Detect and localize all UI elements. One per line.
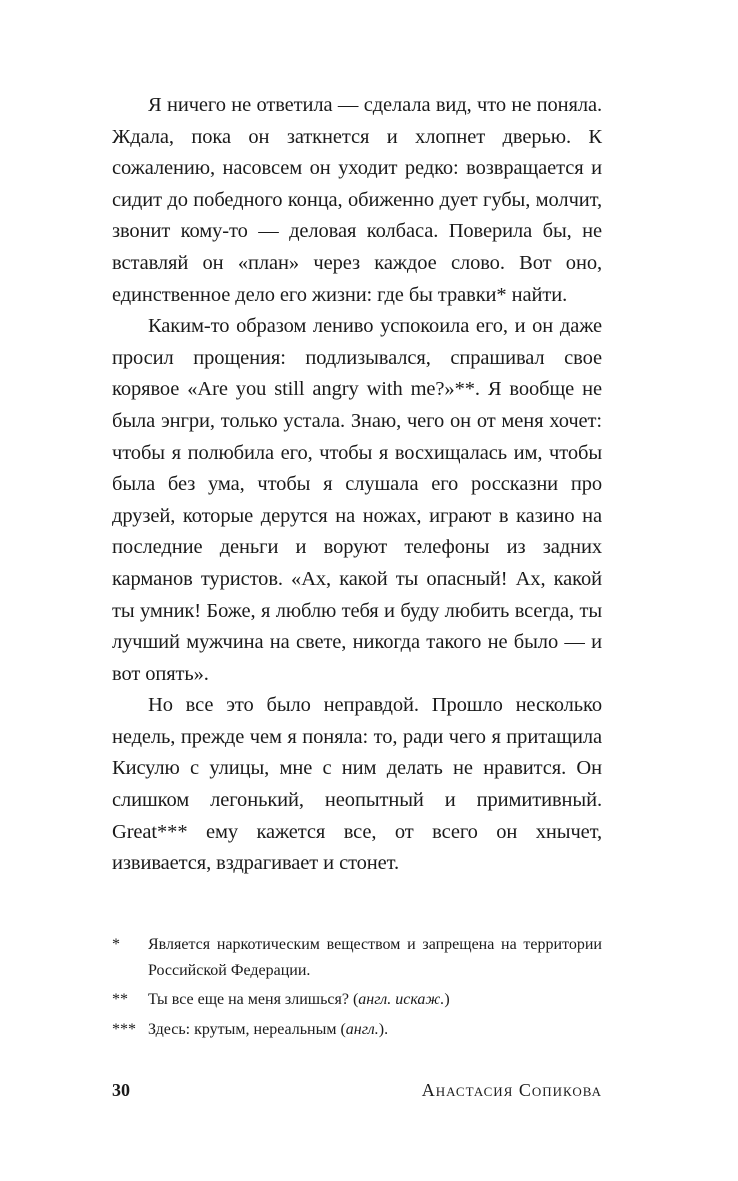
footnote-2 — [112, 987, 602, 1013]
running-head-author: Анастасия Сопикова — [421, 1080, 602, 1100]
page-footer — [112, 1080, 602, 1101]
paragraph-2: Каким-то образом лениво успокоила его, и он даже просил прощения: подлизывался, спрашивал свое корявое «Are you still angry with me?»**. Я вообще не была энгри, только устала. Знаю, чего он от меня хочет: чтобы я полюбила его, чтобы я восхищалась им, чтобы была без ума, чтобы я слушала его россказни про друзей, которые дерутся на ножах, играют в казино на последние деньги и воруют телефоны из задних карманов туристов. «Ах, какой ты опасный! Ах, какой ты умник! Боже, я люблю тебя и буду любить всегда, ты лучший мужчина на свете, никогда такого не было — и вот опять». — [112, 315, 602, 685]
footnote-language-note: англ. искаж. — [358, 991, 445, 1008]
footnote-text — [148, 1017, 602, 1043]
paragraph-3: Но все это было неправдой. Прошло несколько недель, прежде чем я поняла: то, ради чего я притащила Кисулю с улицы, мне с ним делать не нравится. Он слишком легонький, неопытный и примитивный. Great*** ему кажется все, от всего он хнычет, извивается, вздрагивает и стонет. — [112, 694, 602, 875]
footnote-tail: ) — [444, 991, 450, 1008]
body-text — [112, 90, 602, 880]
footnote-mark: * — [112, 936, 120, 953]
footnote-text — [148, 987, 602, 1013]
footnote-mark: *** — [112, 1020, 136, 1038]
footnote-tail: ). — [378, 1020, 389, 1038]
paragraph-1: Я ничего не ответила — сделала вид, что не поняла. Ждала, пока он заткнется и хлопнет дверью. К сожалению, насовсем он уходит редко: возвращается и сидит до победного конца, обиженно дует губы, молчит, звонит кому-то — деловая колбаса. Поверила бы, не вставляй он «план» через каждое слово. Вот оно, единственное дело его жизни: где бы травки* найти. — [112, 94, 602, 306]
footnote-3 — [112, 1017, 602, 1043]
footnote-text-main: Здесь: крутым, нереальным ( — [148, 1020, 346, 1038]
footnote-1 — [112, 932, 602, 983]
footnote-text-main: Ты все еще на меня злишься? ( — [148, 991, 359, 1008]
footnote-text: Является наркотическим веществом и запрещена на территории Российской Федерации. — [148, 936, 602, 979]
footnote-language-note: англ. — [345, 1020, 379, 1038]
footnotes — [112, 932, 602, 1046]
page-number: 30 — [112, 1080, 130, 1100]
footnote-mark: ** — [112, 991, 128, 1008]
